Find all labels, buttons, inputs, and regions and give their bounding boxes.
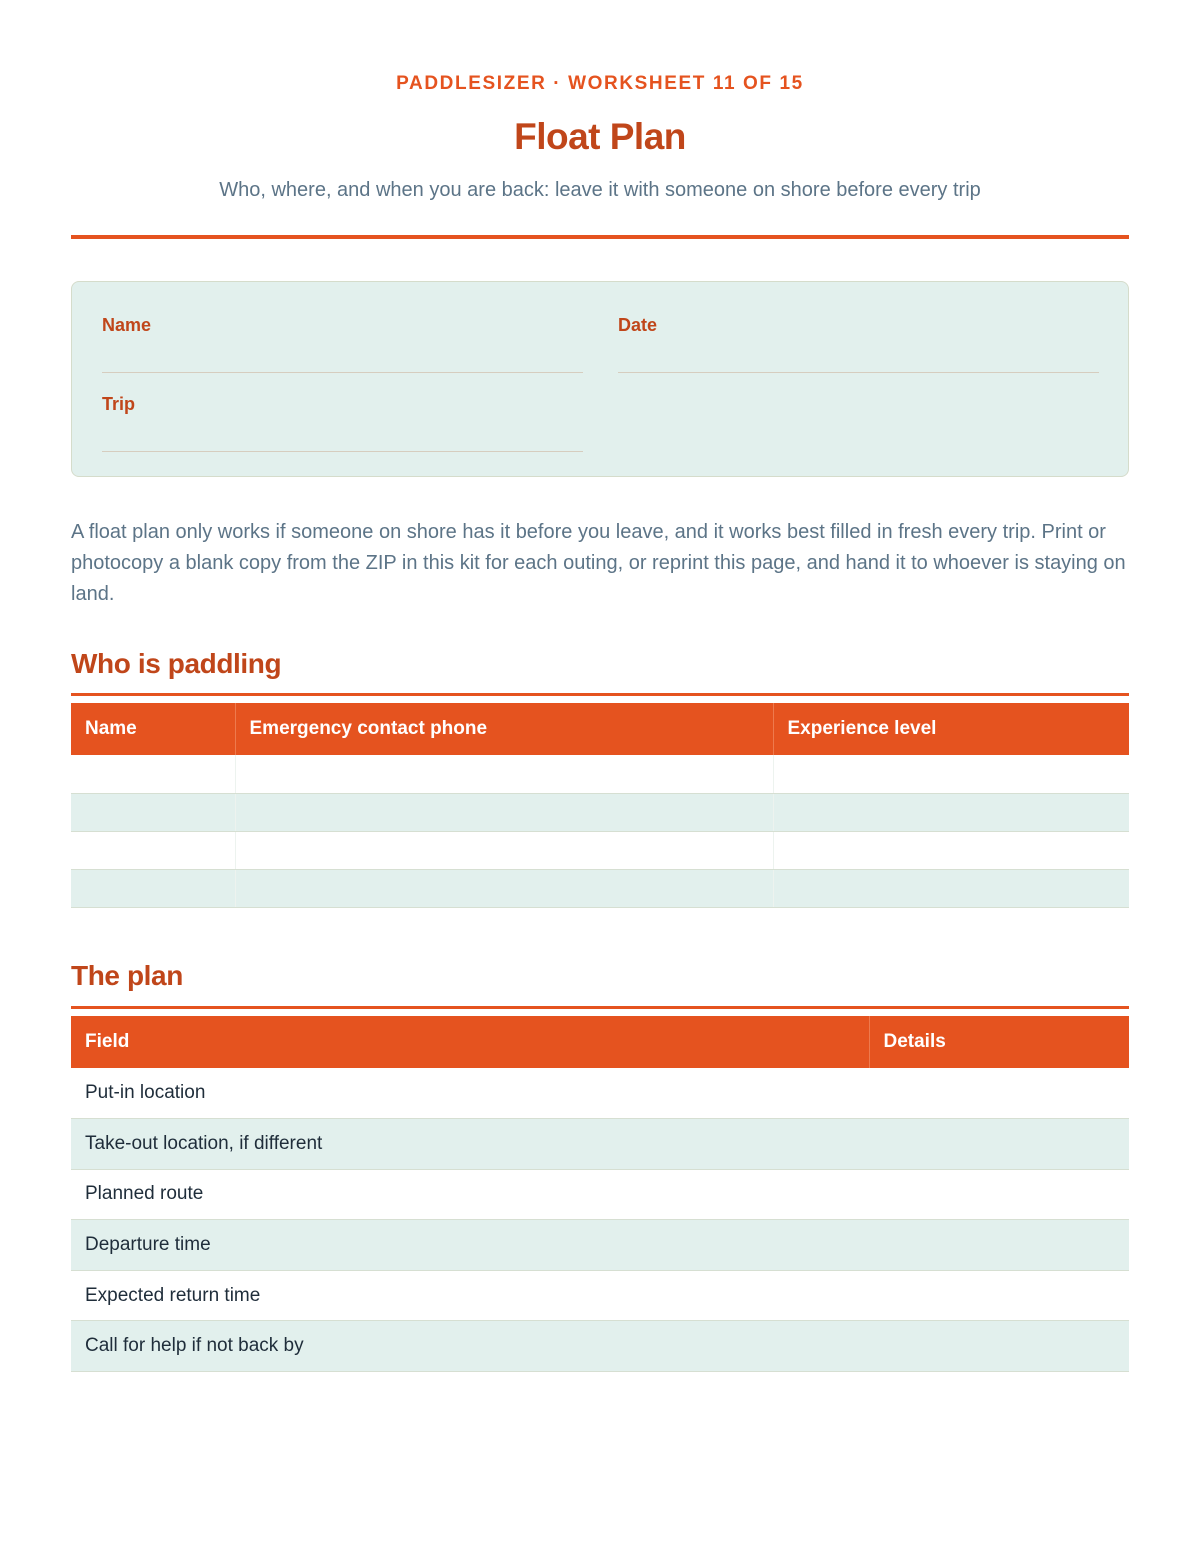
worksheet-eyebrow: PADDLESIZER · WORKSHEET 11 OF 15 [396,73,804,94]
trip-field-line[interactable] [102,451,583,452]
plan-details-cell[interactable] [869,1270,1129,1321]
table-row [71,1169,1129,1220]
plan-section-divider [71,1006,1129,1009]
table-row [71,755,1129,793]
plan-field-label: Planned route [71,1169,869,1220]
paddler-name-cell[interactable] [71,831,235,869]
intro-paragraph: A float plan only works if someone on shore has it before you leave, and it works best filled in fresh every trip. Print or photocopy a blank copy from the ZIP in this kit for each outing, or reprint this page, and hand it to whoever is staying on land. [71,521,1126,605]
paddler-phone-cell[interactable] [235,755,773,793]
plan-field-label: Departure time [71,1220,869,1271]
table-row [71,793,1129,831]
name-field[interactable] [102,315,583,336]
name-field-line[interactable] [102,372,583,373]
paddler-phone-cell[interactable] [235,869,773,907]
plan-details-cell[interactable] [869,1068,1129,1119]
plan-details-cell[interactable] [869,1321,1129,1372]
table-row [71,869,1129,907]
header-divider [71,235,1129,239]
name-field-label: Name [102,315,152,335]
plan-field-label: Expected return time [71,1270,869,1321]
column-header-field: Field [71,1016,869,1068]
table-row [71,1270,1129,1321]
paddler-experience-cell[interactable] [773,831,1129,869]
column-header-name: Name [71,703,235,755]
trip-field-label: Trip [102,394,136,414]
paddler-experience-cell[interactable] [773,755,1129,793]
paddlers-table-header [71,703,1129,755]
page-title: Float Plan [514,116,686,157]
plan-table-header [71,1016,1129,1068]
paddler-phone-cell[interactable] [235,793,773,831]
table-row [71,831,1129,869]
plan-field-label: Take-out location, if different [71,1119,869,1170]
table-row [71,1220,1129,1271]
paddler-phone-cell[interactable] [235,831,773,869]
table-row [71,1119,1129,1170]
paddlers-table [71,703,1129,908]
paddler-experience-cell[interactable] [773,869,1129,907]
paddler-name-cell[interactable] [71,755,235,793]
trip-field[interactable] [102,394,583,415]
page-subtitle: Who, where, and when you are back: leave it with someone on shore before every trip [219,179,981,201]
plan-details-cell[interactable] [869,1220,1129,1271]
who-section-divider [71,693,1129,696]
paddler-name-cell[interactable] [71,869,235,907]
trip-info-panel [71,281,1129,477]
who-section-heading: Who is paddling [71,648,282,679]
plan-details-cell[interactable] [869,1169,1129,1220]
column-header-emergency-phone: Emergency contact phone [235,703,773,755]
table-row [71,1321,1129,1372]
date-field-label: Date [618,315,658,335]
date-field[interactable] [618,315,1099,336]
paddler-name-cell[interactable] [71,793,235,831]
date-field-line[interactable] [618,372,1099,373]
column-header-details: Details [869,1016,1129,1068]
paddler-experience-cell[interactable] [773,793,1129,831]
plan-section-heading: The plan [71,960,183,991]
table-row [71,1068,1129,1119]
plan-field-label: Call for help if not back by [71,1321,869,1372]
plan-table [71,1016,1129,1372]
plan-details-cell[interactable] [869,1119,1129,1170]
plan-field-label: Put-in location [71,1068,869,1119]
column-header-experience: Experience level [773,703,1129,755]
